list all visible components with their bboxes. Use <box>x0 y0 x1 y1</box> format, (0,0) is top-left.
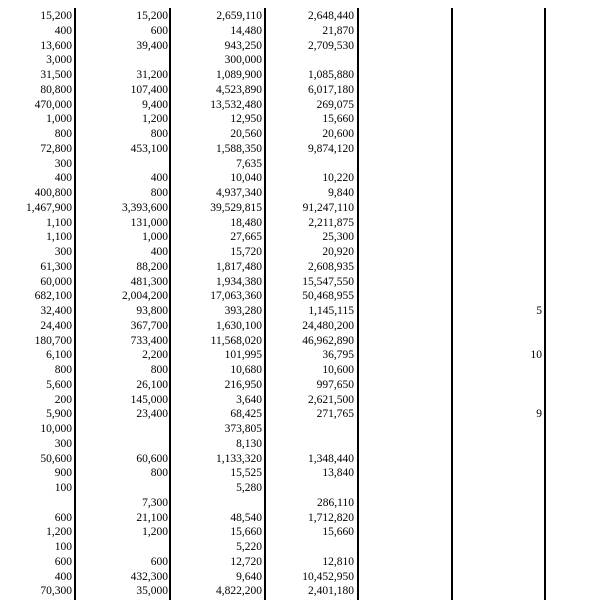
table-cell <box>76 52 168 68</box>
table-cell <box>500 97 542 113</box>
table-cell: 3,000 <box>46 54 72 67</box>
table-row <box>0 377 600 393</box>
table-cell: 39,529,815 <box>210 201 262 214</box>
table-cell: 1,145,115 <box>308 305 354 317</box>
table-cell: 10 <box>530 349 542 362</box>
table-cell: 4,822,200 <box>216 585 262 598</box>
table-cell: 400 <box>150 246 168 258</box>
table-row <box>0 406 600 422</box>
table-cell <box>500 377 542 393</box>
table-cell: 15,547,550 <box>302 275 354 288</box>
table-row <box>0 215 600 231</box>
table-cell: 39,400 <box>136 39 168 52</box>
table-row <box>0 451 600 467</box>
table-cell: 1,817,480 <box>216 260 262 273</box>
table-cell: 131,000 <box>130 216 168 229</box>
table-cell <box>500 82 542 98</box>
table-cell: 23,400 <box>136 408 168 421</box>
table-cell: 48,540 <box>230 511 262 524</box>
table-row <box>0 141 600 157</box>
table-cell: 100 <box>54 482 72 494</box>
table-cell: 800 <box>150 467 168 480</box>
table-row <box>0 347 600 363</box>
table-cell: 12,720 <box>230 555 262 568</box>
table-row <box>0 539 600 555</box>
table-cell: 1,200 <box>142 113 168 126</box>
table-row <box>0 465 600 481</box>
table-cell <box>500 38 542 54</box>
table-row <box>0 288 600 304</box>
table-cell: 1,089,900 <box>216 69 262 81</box>
table-cell <box>500 200 542 216</box>
table-cell: 12,950 <box>230 113 262 126</box>
table-cell: 15,660 <box>322 113 354 126</box>
table-row <box>0 569 600 585</box>
table-cell: 32,400 <box>40 305 72 317</box>
table-cell <box>266 421 354 437</box>
table-cell: 5,900 <box>46 408 72 421</box>
table-cell: 6,017,180 <box>308 83 354 96</box>
table-cell: 15,660 <box>322 526 354 539</box>
table-cell <box>500 333 542 349</box>
table-cell <box>500 67 542 83</box>
table-cell: 400 <box>150 172 168 185</box>
table-cell: 180,700 <box>34 334 72 347</box>
table-cell: 50,468,955 <box>302 290 354 303</box>
table-cell: 2,211,875 <box>308 216 354 229</box>
table-cell: 2,401,180 <box>308 585 354 598</box>
table-cell: 5,220 <box>236 541 262 553</box>
table-row <box>0 510 600 526</box>
table-cell: 26,100 <box>136 378 168 391</box>
table-row <box>0 436 600 452</box>
table-cell <box>500 495 542 511</box>
table-cell <box>500 362 542 378</box>
table-cell <box>500 111 542 127</box>
table-row <box>0 229 600 245</box>
table-cell: 20,560 <box>230 128 262 140</box>
table-cell: 9 <box>536 408 542 421</box>
table-cell <box>500 524 542 540</box>
table-cell: 91,247,110 <box>302 201 354 214</box>
table-cell: 50,600 <box>40 452 72 465</box>
table-cell: 36,795 <box>322 349 354 362</box>
table-row <box>0 480 600 496</box>
table-cell: 7,300 <box>142 496 168 509</box>
table-cell: 3,393,600 <box>122 201 168 214</box>
table-cell: 46,962,890 <box>302 334 354 347</box>
table-cell: 1,133,320 <box>216 452 262 465</box>
table-cell: 1,000 <box>46 113 72 126</box>
table-cell <box>500 229 542 245</box>
table-cell: 80,800 <box>40 83 72 96</box>
table-cell <box>500 421 542 437</box>
table-row <box>0 583 600 599</box>
table-row <box>0 362 600 378</box>
table-cell <box>266 156 354 172</box>
table-cell: 5 <box>536 305 542 317</box>
table-row <box>0 185 600 201</box>
table-cell: 21,870 <box>322 24 354 37</box>
table-cell: 1,348,440 <box>308 452 354 465</box>
table-cell: 300 <box>54 157 72 170</box>
table-cell: 20,600 <box>322 128 354 140</box>
table-cell <box>500 288 542 304</box>
table-cell <box>500 274 542 290</box>
table-cell: 1,200 <box>142 526 168 539</box>
table-cell: 9,400 <box>142 98 168 111</box>
table-cell: 800 <box>54 364 72 376</box>
table-cell: 12,810 <box>322 555 354 568</box>
table-cell: 600 <box>150 24 168 37</box>
table-cell: 481,300 <box>130 275 168 288</box>
table-cell <box>76 421 168 437</box>
table-cell: 682,100 <box>34 290 72 303</box>
table-cell: 15,525 <box>230 467 262 480</box>
table-cell <box>500 126 542 142</box>
table-cell: 15,720 <box>230 246 262 258</box>
table-cell: 10,600 <box>322 364 354 376</box>
table-cell <box>500 539 542 555</box>
table-cell: 5,600 <box>46 378 72 391</box>
table-row <box>0 67 600 83</box>
table-cell: 432,300 <box>130 570 168 583</box>
table-row <box>0 8 600 24</box>
table-cell: 733,400 <box>130 334 168 347</box>
table-cell: 68,425 <box>230 408 262 421</box>
table-cell <box>500 318 542 334</box>
table-row <box>0 303 600 319</box>
table-cell: 31,500 <box>40 69 72 81</box>
table-cell <box>76 480 168 496</box>
table-cell: 10,680 <box>230 364 262 376</box>
table-cell: 60,000 <box>40 275 72 288</box>
table-cell <box>500 52 542 68</box>
table-cell: 367,700 <box>130 319 168 332</box>
table-row <box>0 244 600 260</box>
table-cell: 453,100 <box>130 142 168 155</box>
table-cell: 7,635 <box>236 157 262 170</box>
table-cell <box>0 495 72 511</box>
table-cell <box>500 23 542 39</box>
table-cell: 300 <box>54 437 72 450</box>
table-cell: 5,280 <box>236 482 262 494</box>
table-cell <box>500 465 542 481</box>
table-row <box>0 524 600 540</box>
table-cell: 600 <box>54 511 72 524</box>
table-cell: 18,480 <box>230 216 262 229</box>
table-cell: 4,523,890 <box>216 83 262 96</box>
table-row <box>0 259 600 275</box>
table-cell: 13,600 <box>40 39 72 52</box>
table-cell: 800 <box>54 128 72 140</box>
table-cell: 88,200 <box>136 260 168 273</box>
table-row <box>0 495 600 511</box>
table-cell: 24,400 <box>40 319 72 332</box>
table-row <box>0 333 600 349</box>
table-cell: 10,452,950 <box>302 570 354 583</box>
table-cell <box>500 510 542 526</box>
table-row <box>0 52 600 68</box>
table-cell: 1,934,380 <box>216 275 262 288</box>
table-row <box>0 23 600 39</box>
table-cell: 200 <box>54 393 72 406</box>
table-cell: 3,640 <box>236 393 262 406</box>
table-cell: 14,480 <box>230 24 262 37</box>
table-cell: 800 <box>150 187 168 199</box>
table-cell: 300,000 <box>224 54 262 67</box>
table-cell: 9,840 <box>328 187 354 199</box>
table-cell: 1,588,350 <box>216 142 262 155</box>
table-cell: 21,100 <box>136 511 168 524</box>
table-cell: 4,937,340 <box>216 187 262 199</box>
table-row <box>0 82 600 98</box>
table-cell: 145,000 <box>130 393 168 406</box>
table-cell: 31,200 <box>136 69 168 81</box>
table-cell: 1,100 <box>46 216 72 229</box>
table-cell: 271,765 <box>316 408 354 421</box>
table-row <box>0 200 600 216</box>
table-cell: 10,040 <box>230 172 262 185</box>
table-row <box>0 111 600 127</box>
table-row <box>0 97 600 113</box>
table-cell: 1,085,880 <box>308 69 354 81</box>
table-cell: 9,874,120 <box>308 142 354 155</box>
table-cell: 11,568,020 <box>210 334 262 347</box>
table-cell <box>500 451 542 467</box>
table-cell: 2,608,935 <box>308 260 354 273</box>
table-cell: 2,621,500 <box>308 393 354 406</box>
table-row <box>0 274 600 290</box>
table-cell <box>500 583 542 599</box>
table-cell: 216,950 <box>224 378 262 391</box>
table-cell: 1,712,820 <box>308 511 354 524</box>
table-cell: 300 <box>54 246 72 258</box>
table-cell: 400 <box>54 24 72 37</box>
table-cell <box>76 436 168 452</box>
table-cell <box>500 215 542 231</box>
table-cell <box>500 436 542 452</box>
table-cell: 800 <box>150 364 168 376</box>
table-cell: 10,000 <box>40 423 72 435</box>
table-cell <box>500 244 542 260</box>
table-row <box>0 421 600 437</box>
table-cell: 393,280 <box>224 305 262 317</box>
table-cell: 10,220 <box>322 172 354 185</box>
table-cell: 60,600 <box>136 452 168 465</box>
table-cell: 101,995 <box>224 349 262 362</box>
table-cell <box>172 495 262 511</box>
table-cell: 72,800 <box>40 142 72 155</box>
table-cell: 2,709,530 <box>308 39 354 52</box>
table-cell <box>500 8 542 24</box>
table-cell: 470,000 <box>34 98 72 111</box>
table-cell <box>266 436 354 452</box>
table-cell <box>266 480 354 496</box>
table-cell <box>500 185 542 201</box>
table-cell: 600 <box>150 555 168 568</box>
table-row <box>0 38 600 54</box>
table-row <box>0 126 600 142</box>
table-cell: 20,920 <box>322 246 354 258</box>
table-cell <box>500 480 542 496</box>
table-cell <box>500 170 542 186</box>
table-cell <box>500 569 542 585</box>
table-cell: 15,200 <box>136 10 168 22</box>
table-cell: 6,100 <box>46 349 72 362</box>
table-cell <box>76 539 168 555</box>
table-cell: 13,840 <box>322 467 354 480</box>
table-row <box>0 318 600 334</box>
table-cell: 2,659,110 <box>216 10 262 22</box>
table-row <box>0 156 600 172</box>
table-cell: 35,000 <box>136 585 168 598</box>
table-cell <box>500 141 542 157</box>
table-row <box>0 554 600 570</box>
table-cell: 8,130 <box>236 437 262 450</box>
table-cell: 943,250 <box>224 39 262 52</box>
table-cell <box>266 52 354 68</box>
table-cell: 2,004,200 <box>122 290 168 303</box>
table-cell: 1,100 <box>46 231 72 244</box>
table-cell: 1,467,900 <box>26 201 72 214</box>
table-cell: 1,630,100 <box>216 319 262 332</box>
table-cell <box>500 259 542 275</box>
table-cell: 900 <box>54 467 72 480</box>
table-cell: 800 <box>150 128 168 140</box>
table-cell: 61,300 <box>40 260 72 273</box>
table-cell: 400,800 <box>34 187 72 199</box>
table-cell: 100 <box>54 541 72 553</box>
table-cell: 400 <box>54 172 72 185</box>
table-cell: 15,660 <box>230 526 262 539</box>
table-cell <box>500 156 542 172</box>
table-cell: 24,480,200 <box>302 319 354 332</box>
table-cell <box>266 539 354 555</box>
table-cell: 15,200 <box>40 10 72 22</box>
table-cell: 600 <box>54 555 72 568</box>
table-cell: 269,075 <box>316 98 354 111</box>
table-cell: 997,650 <box>316 378 354 391</box>
table-cell: 1,200 <box>46 526 72 539</box>
table-cell <box>500 554 542 570</box>
table-cell: 13,532,480 <box>210 98 262 111</box>
table-cell: 286,110 <box>317 496 354 509</box>
table-cell: 2,200 <box>142 349 168 362</box>
table-cell: 400 <box>54 570 72 583</box>
table-cell: 373,805 <box>224 423 262 435</box>
table-cell: 107,400 <box>130 83 168 96</box>
table-cell <box>500 392 542 408</box>
table-cell <box>76 156 168 172</box>
table-cell: 9,640 <box>236 570 262 583</box>
table-cell: 17,063,360 <box>210 290 262 303</box>
table-cell: 93,800 <box>136 305 168 317</box>
table-row <box>0 392 600 408</box>
table-cell: 25,300 <box>322 231 354 244</box>
table-cell: 70,300 <box>40 585 72 598</box>
table-cell: 1,000 <box>142 231 168 244</box>
table-cell: 2,648,440 <box>308 10 354 22</box>
table-row <box>0 170 600 186</box>
table-cell: 27,665 <box>230 231 262 244</box>
